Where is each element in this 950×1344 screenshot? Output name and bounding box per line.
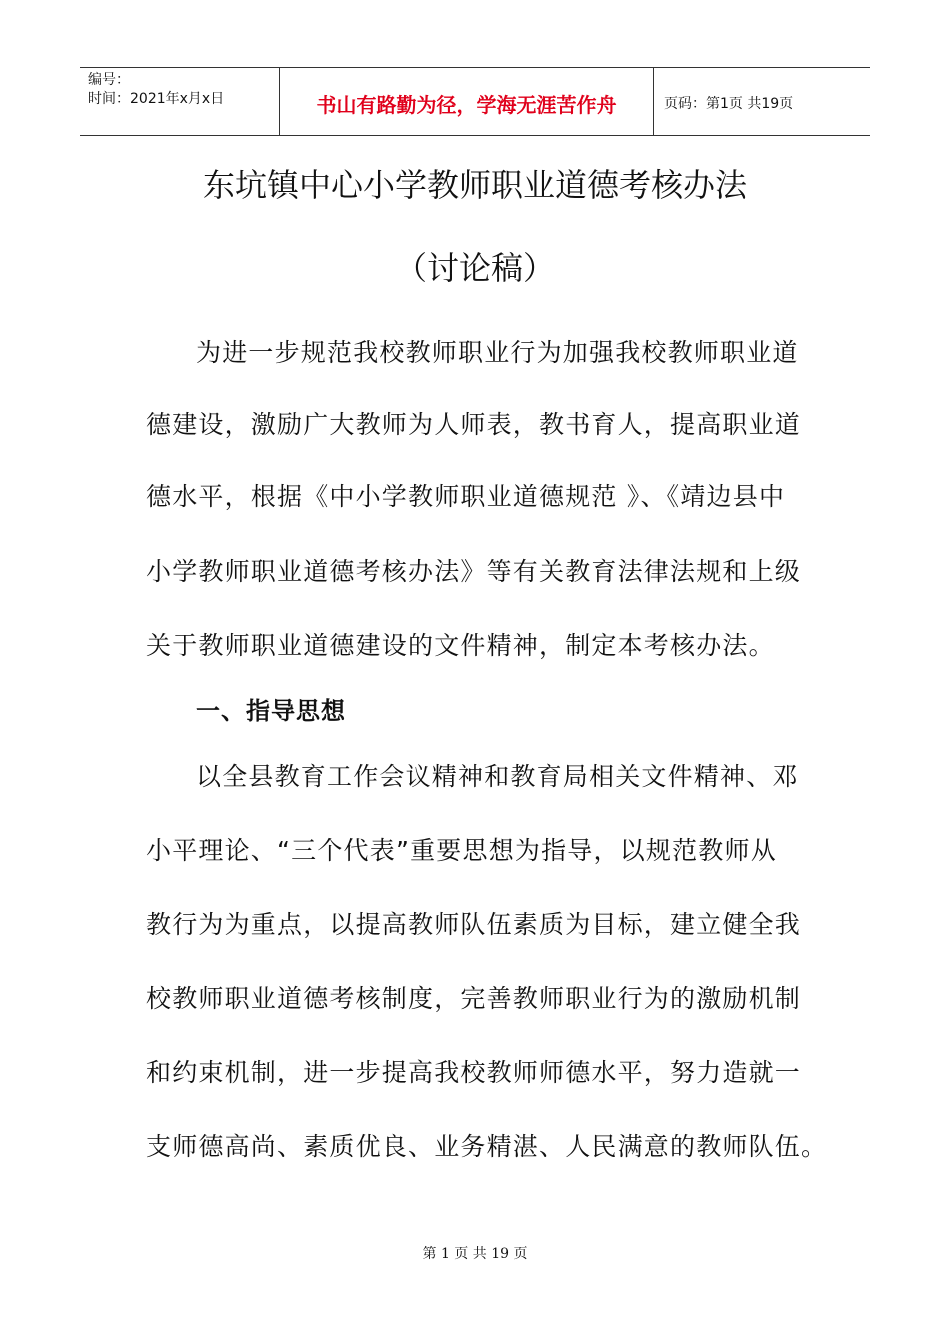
paragraph-line: 支师德高尚、素质优良、业务精湛、人民满意的教师队伍。 (146, 1132, 828, 1161)
document-title: 东坑镇中心小学教师职业道德考核办法 (202, 166, 747, 204)
paragraph-line: 和约束机制，进一步提高我校教师师德水平，努力造就一 (146, 1058, 802, 1087)
header-right-cell (654, 68, 870, 135)
header-page-code: 页码：第1页 共19页 (664, 96, 794, 112)
paragraph-line: 德建设，激励广大教师为人师表，教书育人，提高职业道 (146, 410, 802, 439)
paragraph-line: 校教师职业道德考核制度，完善教师职业行为的激励机制 (146, 984, 802, 1013)
paragraph-line: 小平理论、“三个代表”重要思想为指导，以规范教师从 (146, 836, 777, 865)
section-heading-guiding-ideology: 一、指导思想 (196, 697, 346, 725)
page-footer: 第 1 页 共 19 页 (422, 1246, 528, 1262)
document-number-label: 编号： (88, 72, 130, 88)
header-left-cell (80, 68, 280, 135)
header-middle-cell (280, 68, 654, 135)
paragraph-line: 以全县教育工作会议精神和教育局相关文件精神、邓 (196, 762, 799, 791)
page-header (80, 67, 870, 136)
header-motto: 书山有路勤为径，学海无涯苦作舟 (316, 93, 617, 117)
document-subtitle: （讨论稿） (394, 249, 555, 287)
paragraph-line: 教行为为重点，以提高教师队伍素质为目标，建立健全我 (146, 910, 802, 939)
paragraph-line: 小学教师职业道德考核办法》等有关教育法律法规和上级 (146, 557, 802, 586)
paragraph-line: 德水平，根据《中小学教师职业道德规范 》、《靖边县中 (146, 482, 786, 511)
paragraph-line: 关于教师职业道德建设的文件精神，制定本考核办法。 (146, 631, 775, 660)
document-time-label: 时间：2021年x月x日 (88, 91, 225, 107)
paragraph-line: 为进一步规范我校教师职业行为加强我校教师职业道 (196, 338, 799, 367)
